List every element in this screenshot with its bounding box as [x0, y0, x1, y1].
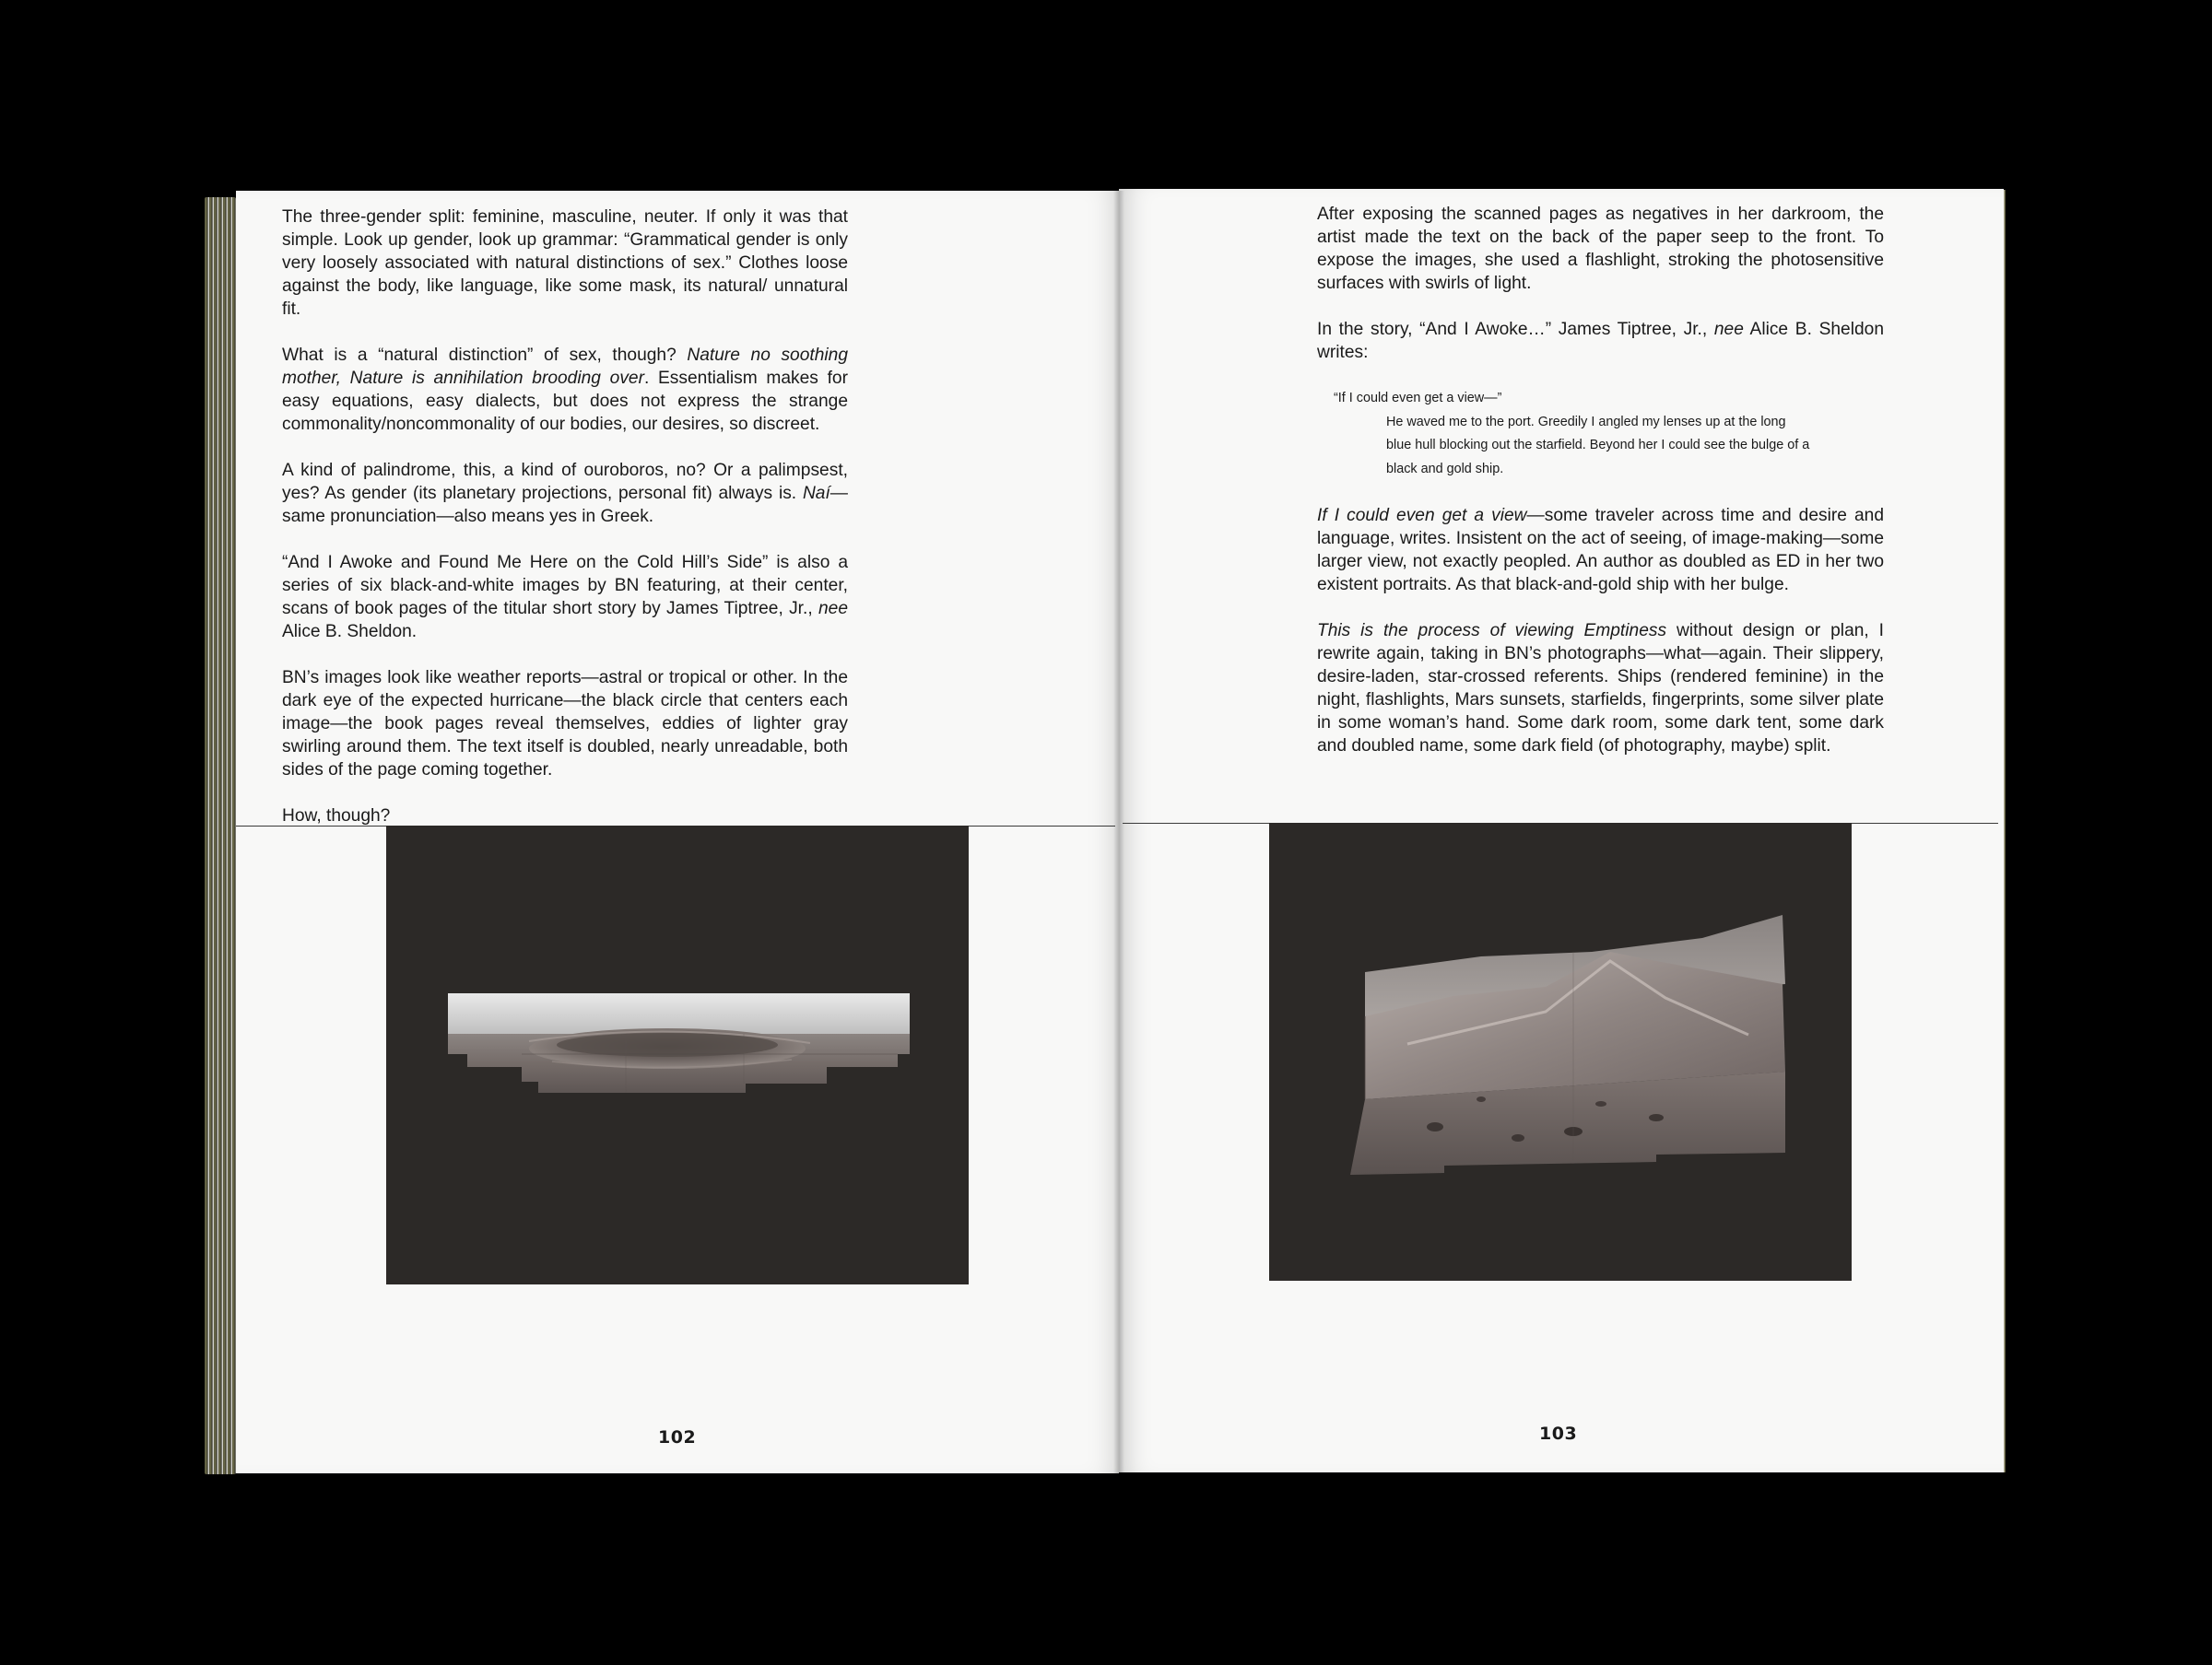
left-paragraph-2-italic: Nature no soothing mother, Nature is annihilation brooding over — [282, 346, 848, 388]
left-paragraph-5: BN’s images look like weather reports—astral or tropical or other. In the dark eye of the expected hurricane—the black circle that centers each image—the book pages reveal themselves, eddies of lighter gray swirling around them. The text itself is doubled, nearly unreadable, both sides of the page coming together. — [282, 668, 848, 780]
crater-panorama-image — [386, 826, 969, 1284]
book-page-edges-left — [205, 197, 236, 1474]
page-number-left: 102 — [658, 1427, 697, 1448]
right-paragraph-2: In the story, “And I Awoke…” James Tiptree, Jr., nee Alice B. Sheldon writes: — [1317, 320, 1884, 362]
left-page-text — [282, 205, 848, 827]
right-photo-mars-slope — [1269, 823, 1852, 1281]
left-paragraph-4-italic: nee — [818, 599, 848, 618]
right-paragraph-1: After exposing the scanned pages as negatives in her darkroom, the artist made the text on the back of the paper seep to the front. To expose the images, she used a flashlight, stroking the photosensitive surfaces with swirls of light. — [1317, 205, 1884, 293]
left-paragraph-3: A kind of palindrome, this, a kind of ouroboros, no? Or a palimpsest, yes? As gender (its planetary projections, personal fit) always is. Naí—same pronunciation—also means yes in Greek. — [282, 461, 848, 526]
right-paragraph-4-italic: This is the process of viewing Emptiness — [1317, 621, 1667, 640]
right-paragraph-3-italic: If I could even get a view — [1317, 506, 1527, 525]
book-gutter — [1113, 191, 1124, 1473]
left-paragraph-3-italic: Naí — [802, 484, 830, 503]
right-paragraph-2-italic: nee — [1713, 320, 1744, 339]
left-paragraph-6: How, though? — [282, 806, 391, 826]
left-paragraph-4: “And I Awoke and Found Me Here on the Cold Hill’s Side” is also a series of six black-and-white images by BN featuring, at their center, scans of book pages of the titular short story by James Tiptree, Jr., nee Alice B. Sheldon. — [282, 553, 848, 641]
left-photo-crater-panorama — [386, 826, 969, 1284]
mars-slope-image — [1269, 823, 1852, 1281]
left-paragraph-1: The three-gender split: feminine, masculine, neuter. If only it was that simple. Look up gender, look up grammar: “Grammatical gender is only very loosely associated with natural distinctions of sex.” Clothes loose against the body, like language, like some mask, its natural/ unnatural fit. — [282, 207, 848, 319]
page-number-right: 103 — [1539, 1424, 1578, 1444]
right-paragraph-4: This is the process of viewing Emptiness without design or plan, I rewrite again, taking in BN’s photographs—what—again. Their slippery, desire-laden, star-crossed referents. Ships (rendered feminine) in the night, flashlights, Mars sunsets, starfields, fingerprints, some silver plate in some woman’s hand. Some dark room, some dark tent, some dark and doubled name, some dark field (of photography, maybe) split. — [1317, 621, 1884, 756]
right-paragraph-3: If I could even get a view—some traveler across time and desire and language, writes. Insistent on the act of seeing, of image-making—some larger view, not exactly peopled. An author as doubled as ED in her two existent portraits. As that black-and-gold ship with her bulge. — [1317, 506, 1884, 594]
block-quote — [1317, 387, 1884, 481]
block-quote-body: He waved me to the port. Greedily I angled my lenses up at the long blue hull blocking out the starfield. Beyond her I could see the bulge of a black and gold ship. — [1386, 414, 1810, 476]
right-page-text — [1317, 203, 1884, 757]
left-paragraph-2: What is a “natural distinction” of sex, though? Nature no soothing mother, Nature is annihilation brooding over. Essentialism makes for easy equations, easy dialects, but does not express the strange commonality/noncommonality of our bodies, our desires, so discreet. — [282, 346, 848, 434]
block-quote-first-line: “If I could even get a view—” — [1334, 391, 1502, 405]
